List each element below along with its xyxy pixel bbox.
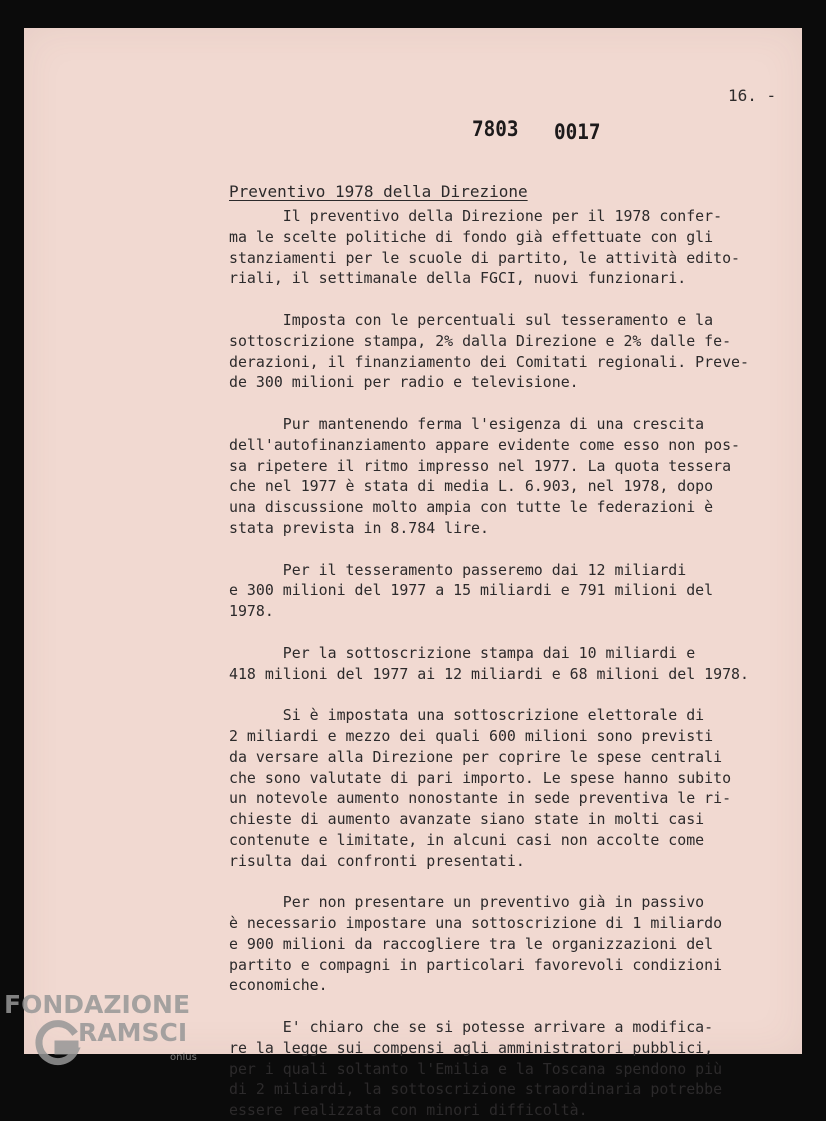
text-line: contenute e limitate, in alcuni casi non accolte come bbox=[229, 830, 705, 849]
text-line: essere realizzata con minori difficoltà. bbox=[229, 1101, 588, 1120]
text-line: derazioni, il finanziamento dei Comitati regionali. Preve- bbox=[229, 352, 749, 371]
paragraph bbox=[229, 892, 789, 996]
text-line: dell'autofinanziamento appare evidente come esso non pos- bbox=[229, 435, 741, 454]
text-line: da versare alla Direzione per coprire le spese centrali bbox=[229, 747, 723, 766]
text-line: Pur mantenendo ferma l'esigenza di una crescita bbox=[229, 414, 705, 433]
paragraph bbox=[229, 1017, 789, 1121]
text-line: risulta dai confronti presentati. bbox=[229, 851, 525, 870]
paragraph bbox=[229, 206, 789, 289]
document-body bbox=[229, 206, 789, 1121]
text-line: Per la sottoscrizione stampa dai 10 miliardi e bbox=[229, 643, 696, 662]
text-line: stata prevista in 8.784 lire. bbox=[229, 518, 489, 537]
text-line: Per il tesseramento passeremo dai 12 miliardi bbox=[229, 560, 687, 579]
paragraph bbox=[229, 643, 789, 685]
text-line: sottoscrizione stampa, 2% dalla Direzione e 2% dalle fe- bbox=[229, 331, 732, 350]
watermark-line-1: FONDAZIONE bbox=[4, 990, 191, 1019]
text-line: Imposta con le percentuali sul tesseramento e la bbox=[229, 310, 714, 329]
text-line: 1978. bbox=[229, 602, 274, 621]
text-line: ma le scelte politiche di fondo già effettuate con gli bbox=[229, 227, 714, 246]
text-line: Il preventivo della Direzione per il 1978 confer- bbox=[229, 207, 723, 225]
text-line: una discussione molto ampia con tutte le federazioni è bbox=[229, 498, 714, 517]
text-line: stanziamenti per le scuole di partito, le attività edito- bbox=[229, 248, 741, 267]
text-line: E' chiaro che se si potesse arrivare a modifica- bbox=[229, 1018, 714, 1037]
paragraph bbox=[229, 414, 789, 539]
text-line: è necessario impostare una sottoscrizione di 1 miliardo bbox=[229, 914, 723, 933]
text-line: riali, il settimanale della FGCI, nuovi funzionari. bbox=[229, 269, 687, 288]
text-line: di 2 miliardi, la sottoscrizione straordinaria potrebbe bbox=[229, 1080, 723, 1099]
archive-stamp-right: 0017 bbox=[554, 120, 601, 144]
paragraph bbox=[229, 705, 789, 871]
text-line: che sono valutate di pari importo. Le spese hanno subito bbox=[229, 768, 732, 787]
text-line: Per non presentare un preventivo già in passivo bbox=[229, 893, 705, 912]
page-number: 16. - bbox=[728, 86, 777, 105]
text-line: 2 miliardi e mezzo dei quali 600 milioni sono previsti bbox=[229, 726, 714, 745]
text-line: de 300 milioni per radio e televisione. bbox=[229, 373, 579, 392]
text-line: e 900 milioni da raccogliere tra le organizzazioni del bbox=[229, 934, 714, 953]
text-line: re la legge sui compensi agli amministratori pubblici, bbox=[229, 1038, 714, 1057]
text-line: chieste di aumento avanzate siano state in molti casi bbox=[229, 810, 705, 829]
gramsci-g-logo-icon bbox=[30, 1016, 84, 1070]
text-line: sa ripetere il ritmo impresso nel 1977. La quota tessera bbox=[229, 456, 732, 475]
watermark bbox=[4, 990, 204, 1070]
text-line: un notevole aumento nonostante in sede preventiva le ri- bbox=[229, 789, 732, 808]
watermark-onlus: onlus bbox=[170, 1052, 197, 1063]
text-line: partito e compagni in particolari favorevoli condizioni bbox=[229, 955, 723, 974]
paragraph bbox=[229, 560, 789, 622]
archive-stamp-left: 7803 bbox=[472, 117, 519, 141]
text-line: 418 milioni del 1977 ai 12 miliardi e 68 milioni del 1978. bbox=[229, 664, 749, 683]
paragraph bbox=[229, 310, 789, 393]
document-title: Preventivo 1978 della Direzione bbox=[229, 182, 528, 201]
text-line: che nel 1977 è stata di media L. 6.903, nel 1978, dopo bbox=[229, 477, 714, 496]
text-line: per i quali soltanto l'Emilia e la Toscana spendono più bbox=[229, 1059, 723, 1078]
text-line: e 300 milioni del 1977 a 15 miliardi e 791 milioni del bbox=[229, 581, 714, 600]
text-line: economiche. bbox=[229, 976, 328, 995]
watermark-line-2: RAMSCI bbox=[78, 1018, 188, 1047]
text-line: Si è impostata una sottoscrizione elettorale di bbox=[229, 706, 705, 725]
